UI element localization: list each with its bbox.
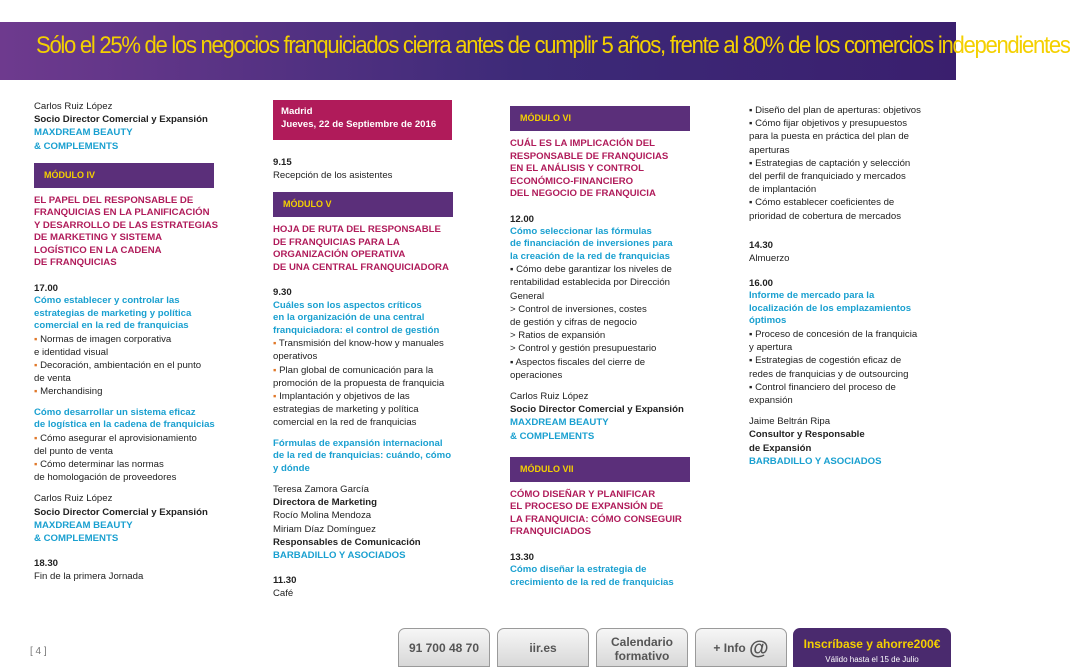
register-note: Válido hasta el 15 de Julio [825,655,919,664]
session-time: 11.30 [273,575,297,587]
session-title-line: de logística en la cadena de franquicias [34,419,215,431]
module-title-line: DE MARKETING Y SISTEMA [34,232,163,244]
speaker-name: Jaime Beltrán Ripa [749,416,831,428]
list-item: redes de franquicias y de outsourcing [749,368,909,380]
session-title [510,564,700,589]
module-title [273,224,463,274]
list-item: operaciones [510,369,563,381]
speaker-org: & COMPLEMENTS [510,430,595,442]
list-item: ▪ Estrategias de cogestión eficaz de [749,355,902,367]
list-item: ▪ Cómo asegurar el aprovisionamiento [34,432,224,445]
session-text: Almuerzo [749,253,790,265]
end-text: Fin de la primera Jornada [34,571,144,583]
list-item: promoción de la propuesta de franquicia [273,377,445,389]
module-title [510,489,700,539]
module-title [34,195,224,270]
header-banner [0,22,1070,80]
list-item: rentabilidad establecida por Dirección [510,277,670,289]
info-button[interactable] [695,628,787,667]
session-time: 9.30 [273,287,292,299]
list-item: del punto de venta [34,445,113,457]
session-title-line: de financiación de inversiones para [510,238,673,250]
session-title-line: y dónde [273,462,310,474]
speaker-role: Socio Director Comercial y Expansión [34,506,208,518]
web-button[interactable] [497,628,589,667]
module-title-line: DE FRANQUICIAS PARA LA [273,236,400,248]
phone-label: 91 700 48 70 [408,641,480,655]
speaker-name: Rocío Molina Mendoza [273,510,372,522]
list-item: e identidad visual [34,346,109,358]
date-city: Madrid [281,106,313,117]
session-title-line: en la organización de una central [273,312,425,324]
speaker-role: Socio Director Comercial y Expansión [510,404,684,416]
module-label: MÓDULO IV [34,163,214,188]
date-day: Jueves, 22 de Septiembre de 2016 [281,118,437,130]
phone-button[interactable] [398,628,490,667]
speaker-name: Carlos Ruiz López [34,101,113,112]
list-item: General [510,290,545,302]
speaker-role: Socio Director Comercial y Expansión [34,114,208,126]
speaker-role: Directora de Marketing [273,497,377,509]
speaker-role: Responsables de Comunicación [273,536,421,548]
session-title-line: Cómo seleccionar las fórmulas [510,225,652,237]
list-item: ▪ Diseño del plan de aperturas: objetivos [749,105,921,116]
session-title-line: Cuáles son los aspectos críticos [273,299,422,311]
list-item: ▪ Aspectos fiscales del cierre de [510,356,646,368]
at-icon: @ [749,637,769,660]
web-label: iir.es [529,641,557,655]
info-label: + Info [713,641,746,655]
module-title-line: LOGÍSTICO EN LA CADENA [34,244,162,256]
column-3 [510,100,700,589]
session-text: Café [273,588,294,600]
list-item: > Ratios de expansión [510,330,606,342]
module-title [510,138,700,201]
module-title-line: ECONÓMICO-FINANCIERO [510,175,634,187]
module-label: MÓDULO VI [510,106,690,131]
list-item: ▪ Proceso de concesión de la franquicia [749,328,918,340]
list-item: > Control de inversiones, costes [510,303,647,315]
speaker-role: de Expansión [749,442,812,454]
speaker-org: & COMPLEMENTS [34,532,119,544]
session-title-line: Cómo desarrollar un sistema eficaz [34,406,196,418]
list-item: ▪ Cómo fijar objetivos y presupuestos [749,118,908,130]
speaker-org: MAXDREAM BEAUTY [510,417,609,429]
register-button[interactable] [793,628,951,667]
speaker-org: & COMPLEMENTS [34,140,119,152]
module-title-line: Y DESARROLLO DE LAS ESTRATEGIAS [34,219,219,231]
session-title-line: estrategias de marketing y política [34,307,192,319]
session-title-line: Cómo establecer y controlar las [34,295,180,307]
list-item: ▪ Merchandising [34,385,224,398]
session-title-line: localización de los emplazamientos [749,302,912,314]
module-title-line: DE UNA CENTRAL FRANQUICIADORA [273,261,449,273]
column-1 [34,100,224,584]
module-label: MÓDULO VII [510,457,690,482]
session-title-line: la creación de la red de franquicias [510,250,670,262]
column-2 [273,100,463,601]
session-title-line: comercial en la red de franquicias [34,320,189,332]
session-time: 9.15 [273,157,292,168]
list-item: ▪ Estrategias de captación y selección [749,157,911,169]
session-time: 16.00 [749,278,774,290]
list-item: de implantación [749,184,817,196]
session-title [273,438,463,476]
list-item: ▪ Control financiero del proceso de [749,381,896,393]
list-item: comercial en la red de franquicias [273,417,417,429]
session-title-line: óptimos [749,315,787,327]
session-time: 14.30 [749,239,774,251]
session-title [273,300,463,338]
list-item: prioridad de cobertura de mercados [749,210,901,222]
list-item: de venta [34,373,71,385]
list-item: ▪ Decoración, ambientación en el punto [34,359,224,372]
calendar-button[interactable] [596,628,688,667]
speaker-org: BARBADILLO Y ASOCIADOS [749,455,882,467]
session-time: 18.30 [34,558,59,570]
session-time: 17.00 [34,282,59,294]
speaker-name: Teresa Zamora García [273,484,369,496]
session-time: 12.00 [510,213,535,225]
module-title-line: EL PAPEL DEL RESPONSABLE DE [34,194,194,206]
session-title [34,295,224,333]
page-number: [ 4 ] [30,646,47,657]
list-item: para la puesta en práctica del plan de [749,131,910,143]
list-item: ▪ Cómo debe garantizar los niveles de [510,264,672,276]
list-item: ▪ Cómo establecer coeficientes de [749,197,895,209]
session-title [34,407,224,432]
list-item: de gestión y cifras de negocio [510,317,637,329]
list-item: y apertura [749,342,793,354]
list-item: ▪ Transmisión del know-how y manuales [273,337,463,350]
column-4 [749,104,939,468]
session-title [510,226,700,264]
speaker-org: BARBADILLO Y ASOCIADOS [273,550,406,562]
session-time: 13.30 [510,551,535,563]
module-title-line: RESPONSABLE DE FRANQUICIAS [510,150,669,162]
module-title-line: LA FRANQUICIA: CÓMO CONSEGUIR [510,513,682,525]
list-item: ▪ Normas de imagen corporativa [34,333,224,346]
list-item: aperturas [749,144,790,156]
list-item: de homologación de proveedores [34,472,177,484]
calendar-label: formativo [614,649,670,663]
list-item: > Control y gestión presupuestario [510,343,657,355]
module-title-line: CÓMO DISEÑAR Y PLANIFICAR [510,488,656,500]
list-item: operativos [273,351,318,363]
module-title-line: DE FRANQUICIAS [34,257,117,269]
module-title-line: FRANQUICIAS EN LA PLANIFICACIÓN [34,207,210,219]
module-title-line: DEL NEGOCIO DE FRANQUICIA [510,188,656,199]
module-title-line: EL PROCESO DE EXPANSIÓN DE [510,501,664,513]
banner-title: Sólo el 25% de los negocios franquiciados cierra antes de cumplir 5 años, frente al 80% de los comercios independientes [36,32,1070,59]
session-title-line: Cómo diseñar la estrategia de [510,564,647,576]
list-item: ▪ Cómo determinar las normas [34,458,224,471]
list-item: del perfil de franquiciado y mercados [749,171,906,183]
speaker-name: Miriam Díaz Domínguez [273,523,376,535]
module-title-line: HOJA DE RUTA DEL RESPONSABLE [273,224,441,236]
module-title-line: FRANQUICIADOS [510,526,592,538]
session-title-line: Fórmulas de expansión internacional [273,437,443,449]
list-item: ▪ Implantación y objetivos de las [273,390,463,403]
speaker-name: Carlos Ruiz López [510,391,589,403]
session-text: Recepción de los asistentes [273,170,393,182]
session-title-line: Informe de mercado para la [749,290,875,302]
list-item: expansión [749,394,793,406]
speaker-org: MAXDREAM BEAUTY [34,519,133,531]
session-title-line: crecimiento de la red de franquicias [510,576,674,588]
module-label: MÓDULO V [273,192,453,217]
module-title-line: CUÁL ES LA IMPLICACIÓN DEL [510,138,655,149]
date-box [273,100,452,140]
session-title-line: de la red de franquicias: cuándo, cómo [273,450,452,462]
register-label: Inscríbase y ahorre200€ [803,637,941,651]
speaker-role: Consultor y Responsable [749,429,865,441]
module-title-line: EN EL ANÁLISIS Y CONTROL [510,163,644,174]
session-title [749,290,939,328]
list-item: ▪ Plan global de comunicación para la [273,364,463,377]
module-title-line: ORGANIZACIÓN OPERATIVA [273,249,406,261]
calendar-label: Calendario [610,635,673,649]
list-item: estrategias de marketing y política [273,404,419,416]
speaker-name: Carlos Ruiz López [34,493,113,505]
speaker-org: MAXDREAM BEAUTY [34,127,133,139]
session-title-line: franquiciadora: el control de gestión [273,324,440,336]
